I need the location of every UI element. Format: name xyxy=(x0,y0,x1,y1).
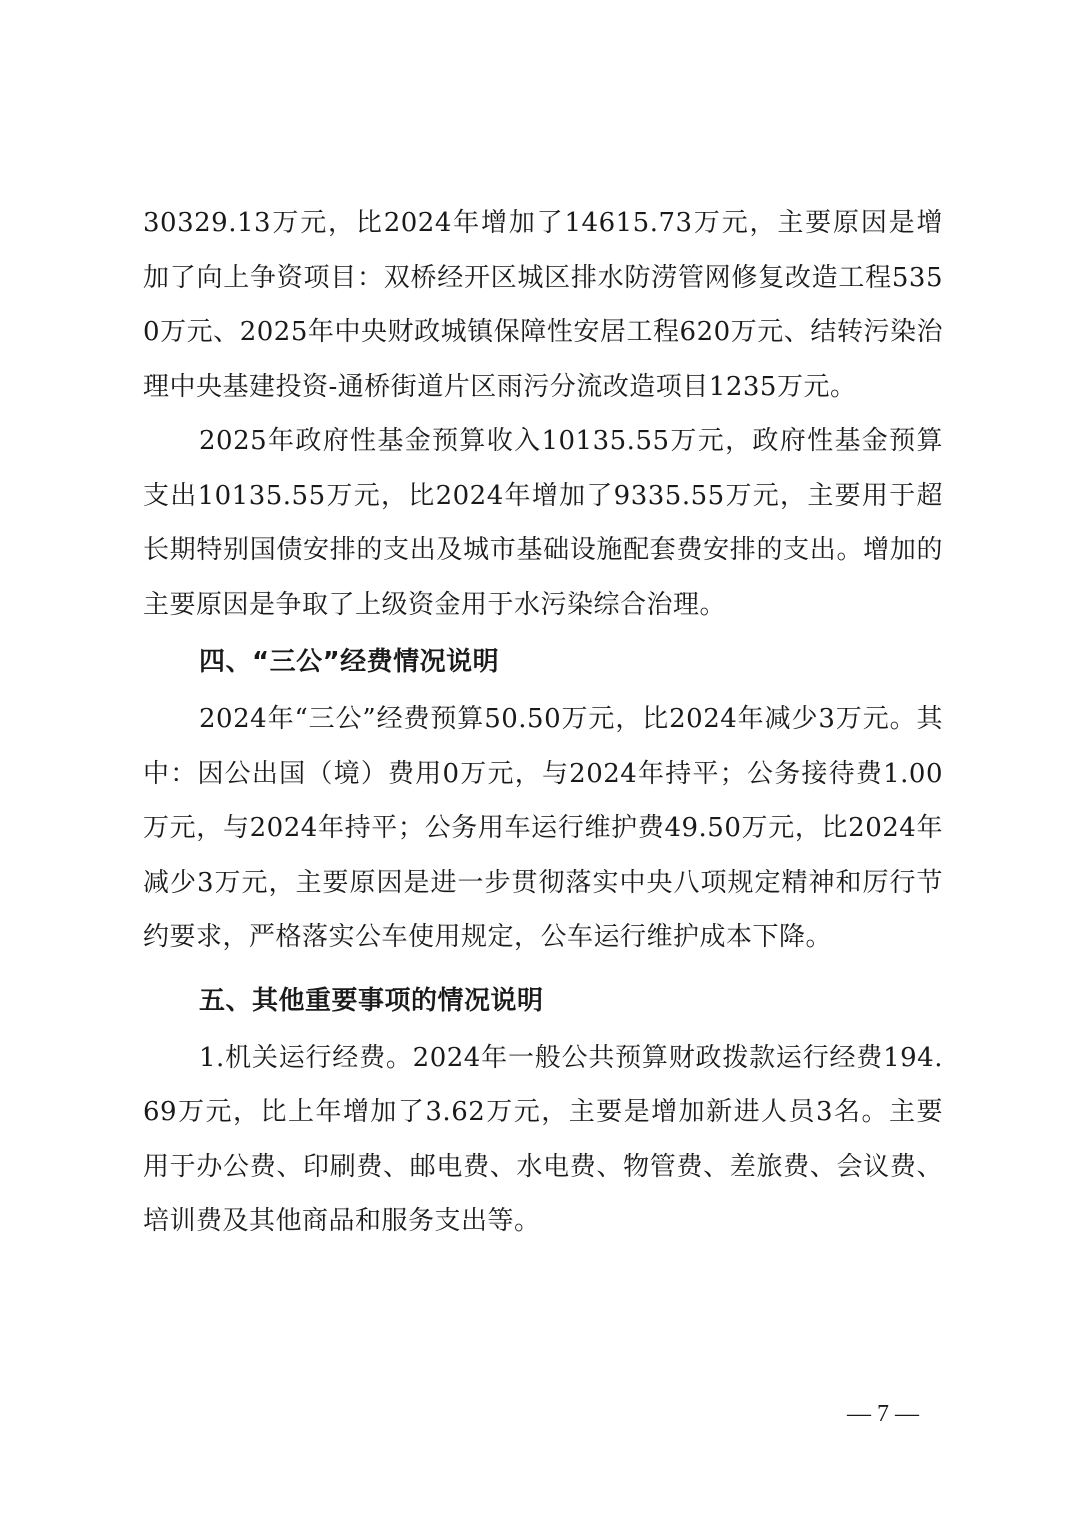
paragraph-three-public-expenses: 2024年“三公”经费预算50.50万元，比2024年减少3万元。其中：因公出国（境）费用0万元，与2024年持平；公务接待费1.00万元，与2024年持平；公务用车运行维护费49.50万元，比2024年减少3万元，主要原因是进一步贯彻落实中央八项规定精神和厉行节约要求，严格落实公车使用规定，公车运行维护成本下降。 xyxy=(143,704,943,952)
section-heading-other-matters: 五、其他重要事项的情况说明 xyxy=(199,985,544,1016)
paragraph-budget-increase: 30329.13万元，比2024年增加了14615.73万元，主要原因是增加了向上争资项目：双桥经开区城区排水防涝管网修复改造工程5350万元、2025年中央财政城镇保障性安居工程620万元、结转污染治理中央基建投资-通桥街道片区雨污分流改造项目1235万元。 xyxy=(143,208,943,402)
section-heading-three-public-expenses: 四、“三公”经费情况说明 xyxy=(199,647,500,677)
paragraph-government-fund-budget: 2025年政府性基金预算收入10135.55万元，政府性基金预算支出10135.55万元，比2024年增加了9335.55万元，主要用于超长期特别国债安排的支出及城市基础设施配套费安排的支出。增加的主要原因是争取了上级资金用于水污染综合治理。 xyxy=(143,426,943,620)
document-body xyxy=(143,196,943,1249)
paragraph-operating-expenses: 1.机关运行经费。2024年一般公共预算财政拨款运行经费194.69万元，比上年增加了3.62万元，主要是增加新进人员3名。主要用于办公费、印刷费、邮电费、水电费、物管费、差旅费、会议费、培训费及其他商品和服务支出等。 xyxy=(143,1042,943,1236)
page-number: — 7 — xyxy=(847,1401,919,1427)
